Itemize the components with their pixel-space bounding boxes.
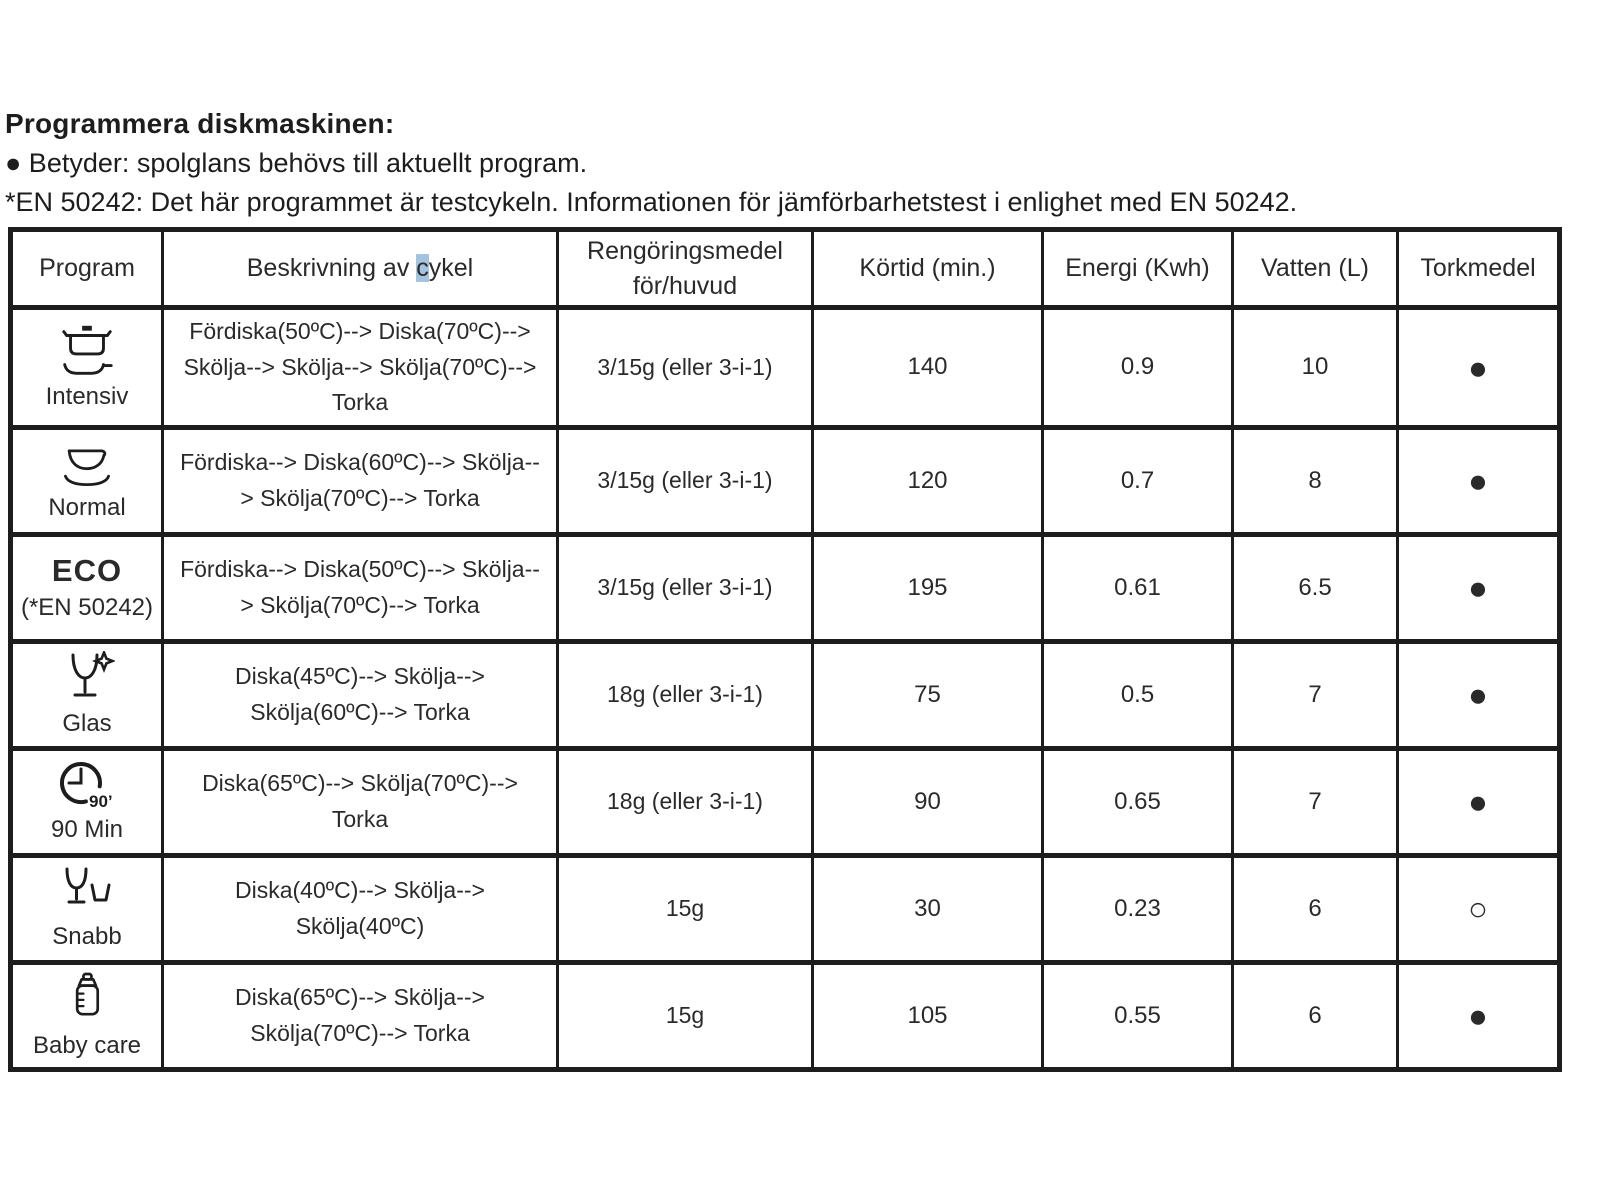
drying-indicator: ●	[1398, 534, 1560, 641]
detergent-cell: 18g (eller 3-i-1)	[558, 641, 813, 748]
col-header-detergent	[558, 230, 813, 308]
table-row-intensiv	[11, 308, 1560, 428]
program-label: Baby care	[32, 1032, 142, 1060]
energy-cell: 0.23	[1043, 855, 1233, 962]
detergent-cell: 3/15g (eller 3-i-1)	[558, 427, 813, 534]
detergent-cell: 3/15g (eller 3-i-1)	[558, 534, 813, 641]
detergent-header-line2: för/huvud	[632, 271, 738, 300]
header-row	[11, 230, 1560, 308]
description-cell: Diska(40ºC)--> Skölja--> Skölja(40ºC)	[163, 855, 558, 962]
runtime-cell: 30	[813, 855, 1043, 962]
drying-indicator: ●	[1398, 962, 1560, 1069]
water-cell: 8	[1233, 427, 1398, 534]
drying-indicator: ●	[1398, 641, 1560, 748]
water-cell: 7	[1233, 641, 1398, 748]
col-header-description	[163, 230, 558, 308]
water-cell: 6.5	[1233, 534, 1398, 641]
detergent-header-line1: Rengöringsmedel	[587, 236, 783, 265]
program-label: Normal	[48, 494, 126, 522]
program-cell	[11, 748, 163, 855]
runtime-cell: 105	[813, 962, 1043, 1069]
table-row-90min	[11, 748, 1560, 855]
description-cell: Fördiska--> Diska(60ºC)--> Skölja--> Skölja(70ºC)--> Torka	[163, 427, 558, 534]
clock-icon	[57, 759, 117, 811]
detergent-cell: 3/15g (eller 3-i-1)	[558, 308, 813, 428]
energy-cell: 0.9	[1043, 308, 1233, 428]
energy-cell: 0.7	[1043, 427, 1233, 534]
water-cell: 6	[1233, 962, 1398, 1069]
selection-highlight: c	[416, 254, 429, 282]
detergent-cell: 15g	[558, 962, 813, 1069]
program-cell	[11, 534, 163, 641]
eco-label: ECO	[51, 553, 123, 589]
energy-cell: 0.5	[1043, 641, 1233, 748]
program-cell	[11, 962, 163, 1069]
drying-indicator: ○	[1398, 855, 1560, 962]
energy-cell: 0.55	[1043, 962, 1233, 1069]
runtime-cell: 120	[813, 427, 1043, 534]
col-header-drying: Torkmedel	[1398, 230, 1560, 308]
runtime-cell: 75	[813, 641, 1043, 748]
legend-line: ● Betyder: spolglans behövs till aktuellt program.	[5, 148, 588, 178]
water-cell: 10	[1233, 308, 1398, 428]
glass-and-cup-icon	[57, 866, 117, 918]
clock-badge: 90’	[89, 792, 113, 812]
detergent-cell: 18g (eller 3-i-1)	[558, 748, 813, 855]
program-cell	[11, 855, 163, 962]
table-row-babycare	[11, 962, 1560, 1069]
table-row-normal	[11, 427, 1560, 534]
runtime-cell: 140	[813, 308, 1043, 428]
description-cell: Fördiska--> Diska(50ºC)--> Skölja--> Skölja(70ºC)--> Torka	[163, 534, 558, 641]
program-label: Glas	[62, 710, 112, 738]
col-header-program: Program	[11, 230, 163, 308]
program-label: Intensiv	[45, 382, 129, 410]
table-row-glas	[11, 641, 1560, 748]
runtime-cell: 90	[813, 748, 1043, 855]
table-row-snabb	[11, 855, 1560, 962]
drying-indicator: ●	[1398, 427, 1560, 534]
water-cell: 6	[1233, 855, 1398, 962]
detergent-cell: 15g	[558, 855, 813, 962]
program-cell	[11, 427, 163, 534]
description-cell: Fördiska(50ºC)--> Diska(70ºC)--> Skölja--> Skölja--> Skölja(70ºC)--> Torka	[163, 308, 558, 428]
drying-indicator: ●	[1398, 308, 1560, 428]
energy-cell: 0.61	[1043, 534, 1233, 641]
col-header-water: Vatten (L)	[1233, 230, 1398, 308]
program-cell	[11, 641, 163, 748]
program-table	[8, 227, 1562, 1072]
col-header-runtime: Körtid (min.)	[813, 230, 1043, 308]
energy-cell: 0.65	[1043, 748, 1233, 855]
page-title: Programmera diskmaskinen:	[5, 108, 395, 139]
note-line: *EN 50242: Det här programmet är testcykeln. Informationen för jämförbarhetstest i enlighet med EN 50242.	[5, 187, 1298, 217]
description-cell: Diska(65ºC)--> Skölja--> Skölja(70ºC)--> Torka	[163, 962, 558, 1069]
water-cell: 7	[1233, 748, 1398, 855]
description-cell: Diska(45ºC)--> Skölja--> Skölja(60ºC)--> Torka	[163, 641, 558, 748]
wine-glass-icon	[59, 651, 115, 705]
runtime-cell: 195	[813, 534, 1043, 641]
eco-sublabel: (*EN 50242)	[20, 594, 154, 622]
pot-icon	[56, 324, 118, 378]
description-cell: Diska(65ºC)--> Skölja(70ºC)--> Torka	[163, 748, 558, 855]
description-header-suffix: ykel	[428, 254, 474, 282]
program-cell	[11, 308, 163, 428]
bowl-icon	[57, 439, 117, 489]
drying-indicator: ●	[1398, 748, 1560, 855]
program-label: 90 Min	[50, 816, 124, 844]
table-row-eco	[11, 534, 1560, 641]
header-block	[5, 108, 1595, 218]
description-header-prefix: Beskrivning av	[246, 254, 417, 282]
program-label: Snabb	[52, 923, 122, 951]
baby-bottle-icon	[62, 971, 112, 1027]
col-header-energy: Energi (Kwh)	[1043, 230, 1233, 308]
